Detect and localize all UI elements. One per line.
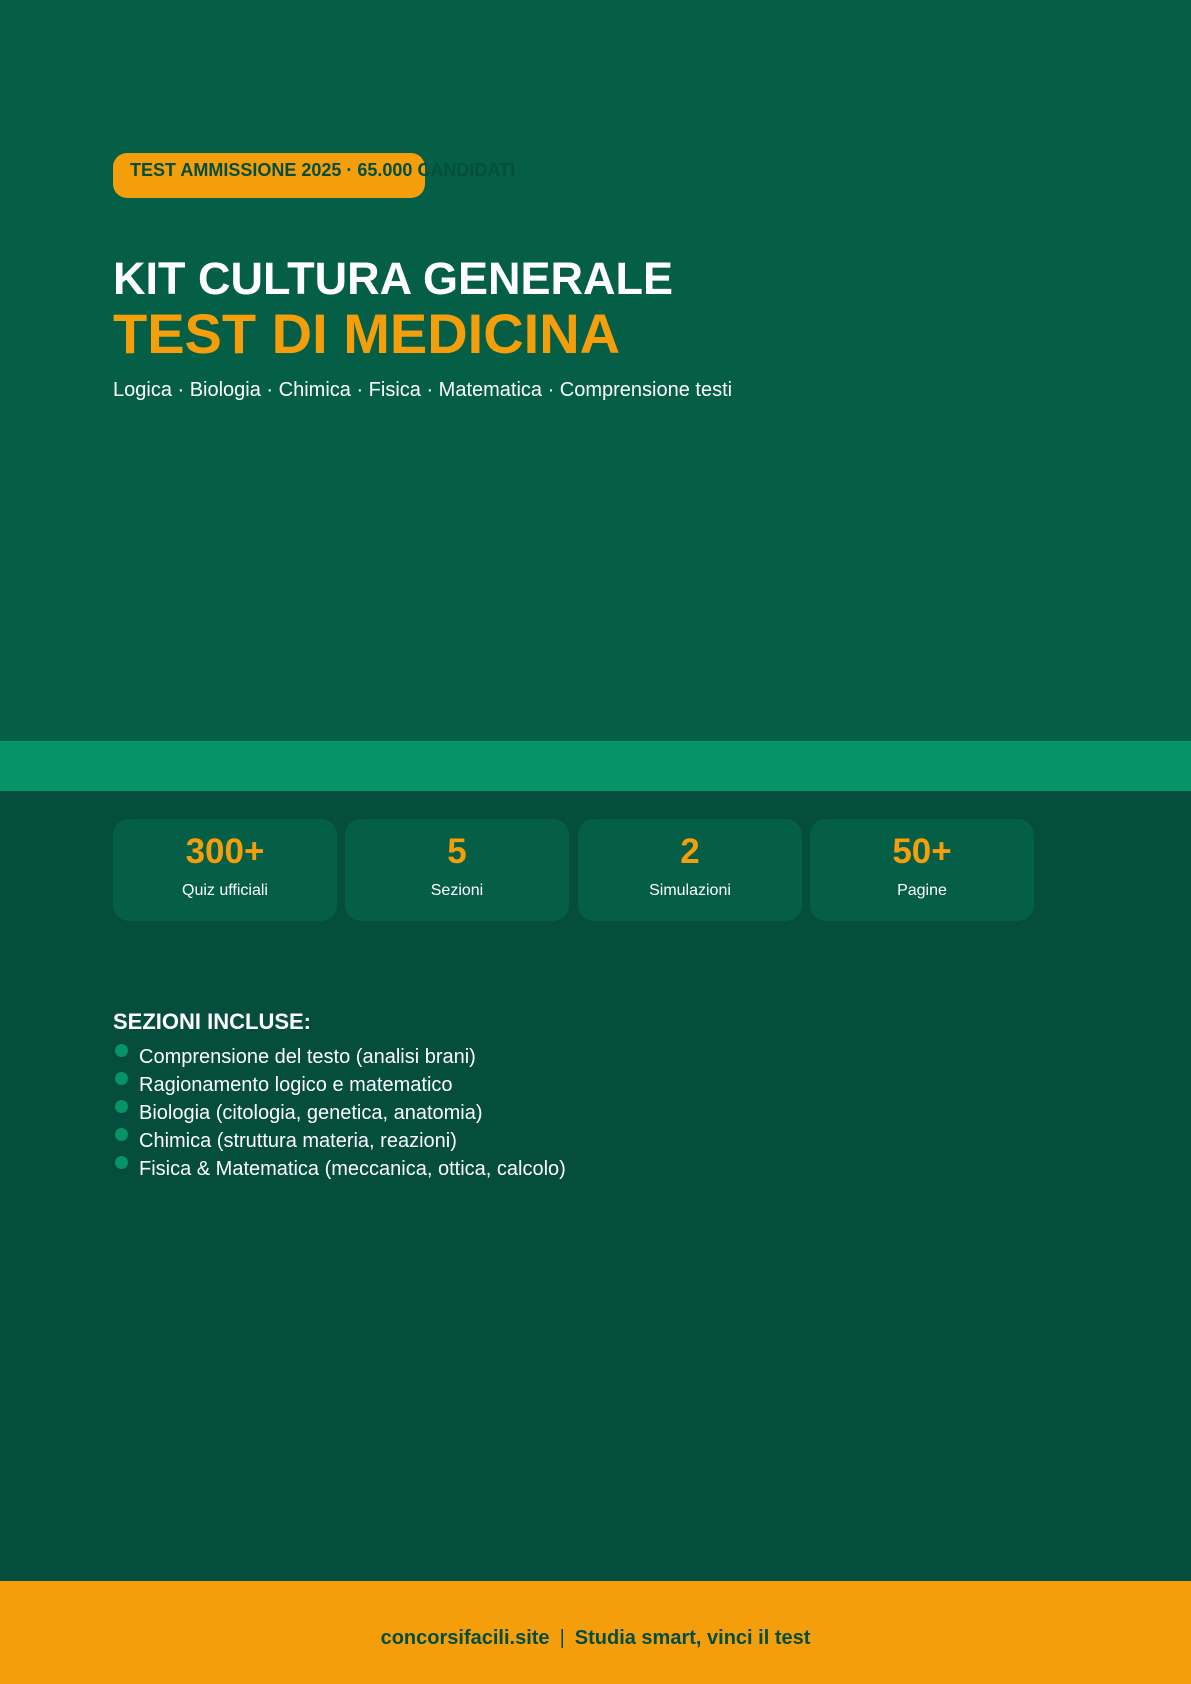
stat-value: 2	[680, 832, 700, 871]
bullet-dot-icon	[115, 1128, 128, 1141]
bullet-dot-icon	[115, 1156, 128, 1169]
footer-tagline: Studia smart, vinci il test	[574, 1627, 811, 1649]
list-item-text: Ragionamento logico e matematico	[139, 1074, 453, 1096]
stat-value: 50+	[892, 832, 952, 871]
bullet-dot-icon	[115, 1072, 128, 1085]
stat-label: Quiz ufficiali	[182, 882, 268, 899]
title-line-1: KIT CULTURA GENERALE	[113, 253, 673, 304]
footer-site-link[interactable]: concorsifacili.site	[380, 1627, 550, 1649]
stat-label: Sezioni	[430, 882, 484, 899]
stat-card-simulations	[578, 819, 802, 921]
stat-card-pages	[810, 819, 1034, 921]
stat-label: Simulazioni	[649, 882, 731, 899]
footer-text	[0, 1626, 1191, 1650]
list-item	[113, 1099, 566, 1127]
stat-card-sections	[345, 819, 569, 921]
footer-bar	[0, 1581, 1191, 1684]
list-item	[113, 1071, 566, 1099]
list-item	[113, 1043, 566, 1071]
subjects-subtitle: Logica · Biologia · Chimica · Fisica · Matematica · Comprensione testi	[113, 379, 733, 401]
list-item-text: Biologia (citologia, genetica, anatomia)	[139, 1102, 483, 1124]
divider-stripe	[0, 741, 1191, 791]
stat-label: Pagine	[897, 882, 947, 899]
bullet-dot-icon	[115, 1100, 128, 1113]
hero-section	[0, 0, 1191, 741]
list-item-text: Chimica (struttura materia, reazioni)	[139, 1130, 457, 1152]
list-item-text: Fisica & Matematica (meccanica, ottica, calcolo)	[139, 1158, 566, 1180]
title-line-2: TEST DI MEDICINA	[113, 302, 621, 365]
bullet-dot-icon	[115, 1044, 128, 1057]
badge-text: TEST AMMISSIONE 2025 · 65.000 CANDIDATI	[130, 160, 516, 180]
stat-value: 300+	[185, 832, 265, 871]
list-item-text: Comprensione del testo (analisi brani)	[139, 1046, 476, 1068]
stat-value: 5	[447, 832, 467, 871]
stat-card-quiz	[113, 819, 337, 921]
list-item	[113, 1127, 566, 1155]
list-item	[113, 1155, 566, 1183]
footer-separator: |	[559, 1627, 565, 1649]
sections-list	[113, 1043, 566, 1183]
sections-heading: SEZIONI INCLUSE:	[113, 1009, 312, 1034]
